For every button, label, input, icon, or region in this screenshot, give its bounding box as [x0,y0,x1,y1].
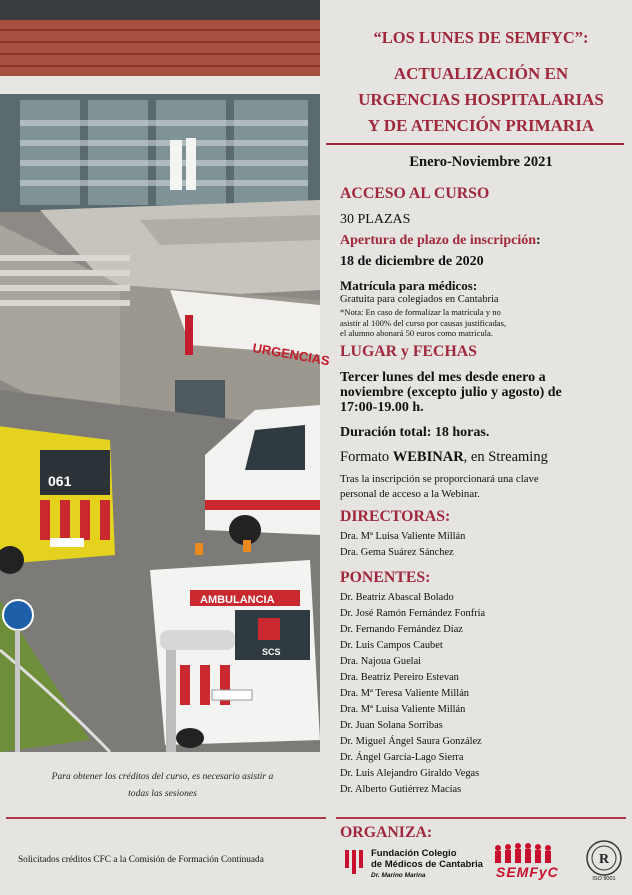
fc-line-1: Fundación Colegio [371,848,457,859]
title-line-1: “LOS LUNES DE SEMFYC”: [373,28,589,47]
apertura-line [340,233,541,249]
organiza-heading: ORGANIZA: [340,824,433,841]
title-divider [326,143,624,145]
directoras-heading: DIRECTORAS: [340,508,451,525]
semfyc-logo [490,842,560,886]
formato-webinar: WEBINAR [392,449,464,465]
iso-letter: R [598,852,610,867]
nota-line-3: el alumno abonará 50 euros como matrícula. [340,328,493,339]
title-line-3: URGENCIAS HOSPITALARIAS [358,90,604,109]
title-line-2: ACTUALIZACIÓN EN [393,64,569,83]
ponente-item: Dra. Najoua Guelai [340,656,422,667]
tras-line-1: Tras la inscripción se proporcionará una clave [340,473,539,485]
date-range: Enero-Noviembre 2021 [409,154,553,170]
yellow-ambulance [0,425,115,574]
ponente-item: Dr. Miguel Ángel Saura González [340,736,482,747]
iso-text: ISO 9001 [592,876,616,882]
directora-item: Dra. Gema Suárez Sánchez [340,547,454,558]
unit-061-label: 061 [48,473,72,489]
fc-line-3: Dr. Marino Marina [371,872,426,879]
formato-line [340,449,548,465]
caption-line-1: Para obtener los créditos del curso, es necesario asistir a [51,771,274,782]
lugar-line-2: noviembre (excepto julio y agosto) de [340,385,562,400]
fundacion-colegio-logo [344,846,484,880]
ponentes-list [340,590,485,798]
scs-sign: SCS [262,647,281,657]
ponente-item: Dr. Fernando Fernández Díaz [340,624,463,635]
ponente-item: Dra. Beatriz Pereiro Estevan [340,672,459,683]
fc-line-2: de Médicos de Cantabria [371,859,483,870]
ponente-item: Dr. Alberto Gutiérrez Macías [340,784,462,795]
ponente-item: Dr. Luis Alejandro Giraldo Vegas [340,768,480,779]
ponente-item: Dr. Juan Solana Sorribas [340,720,443,731]
formato-pre: Formato [340,449,393,465]
apertura-date: 18 de diciembre de 2020 [340,254,484,269]
caption-line-2: todas las sesiones [128,788,197,799]
matricula-text: Gratuita para colegiados en Cantabria [340,294,499,305]
photo-caption [20,768,305,802]
ponentes-heading: PONENTES: [340,569,431,586]
divider-left [6,817,326,819]
credits-note: Solicitados créditos CFC a la Comisión de Formación Continuada [18,855,264,865]
tras-line-2: personal de acceso a la Webinar. [340,487,480,500]
iso-seal-icon [584,838,624,878]
ponente-item: Dr. José Ramón Fernández Fonfría [340,608,486,619]
urgencias-sign: URGENCIAS [251,340,331,369]
ponente-item: Dra. Mª Teresa Valiente Millán [340,688,470,699]
duracion-text: Duración total: 18 horas. [340,425,490,440]
semfyc-wordmark: SEMFyC [496,864,559,880]
apertura-label: Apertura de plazo de inscripción [340,233,536,248]
divider-right [336,817,626,819]
ponente-item: Dra. Mª Luisa Valiente Millán [340,704,466,715]
semfyc-figures-icon [490,842,560,866]
ponente-item: Dr. Beatriz Abascal Bolado [340,592,454,603]
apertura-colon: : [536,233,541,248]
nota-line-1: *Nota: En caso de formalizar la matrícula y no [340,307,501,317]
nota-line-2: asistir al 100% del curso por causas justificadas, [340,317,507,328]
acceso-heading: ACCESO AL CURSO [340,185,490,202]
matricula-note [340,307,506,339]
ponente-item: Dr. Ángel García-Lago Sierra [340,752,464,763]
ambulancia-sign: AMBULANCIA [200,594,275,606]
title-line-4: Y DE ATENCIÓN PRIMARIA [367,116,595,135]
formato-post: , en Streaming [463,449,548,465]
ponente-item: Dr. Luis Campos Caubet [340,640,443,651]
plazas-text: 30 PLAZAS [340,212,411,227]
tras-text [340,472,539,501]
lugar-line-1: Tercer lunes del mes desde enero a [340,370,546,385]
lugar-heading: LUGAR y FECHAS [340,343,477,360]
iso-certification-seal [584,838,624,884]
lugar-line-3: 17:00-19.00 h. [340,400,424,415]
directoras-list [340,529,465,561]
matricula-label: Matrícula para médicos: [340,278,478,293]
fundacion-emblem-icon [344,848,364,878]
hero-photo [0,0,331,752]
directora-item: Dra. Mª Luisa Valiente Millán [340,531,466,542]
